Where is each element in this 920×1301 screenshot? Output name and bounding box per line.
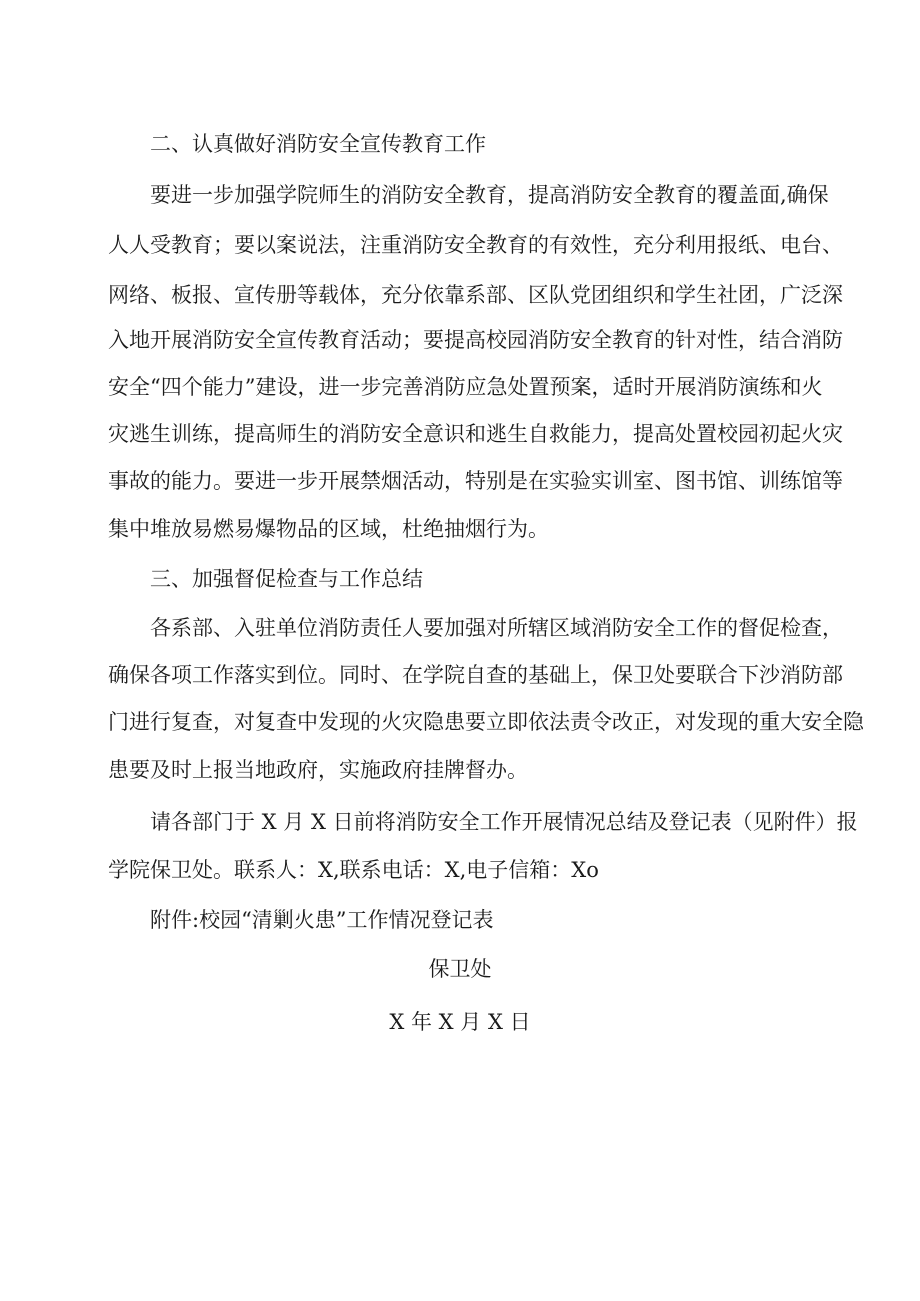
date: X 年 X 月 X 日 (389, 1010, 531, 1034)
section-3-heading: 三、加强督促检查与工作总结 (150, 567, 423, 591)
paragraph-line: 事故的能力。要进一步开展禁烟活动，特别是在实验实训室、图书馆、训练馆等 (108, 469, 843, 493)
paragraph-line: 入地开展消防安全宣传教育活动；要提高校园消防安全教育的针对性，结合消防 (108, 328, 843, 352)
paragraph-line: 门进行复查，对复查中发现的火灾隐患要立即依法责令改正，对发现的重大安全隐 (108, 710, 864, 734)
notice-line: 请各部门于 X 月 X 日前将消防安全工作开展情况总结及登记表（见附件）报 (150, 810, 858, 834)
notice-line: 学院保卫处。联系人：X,联系电话：X,电子信箱：Xo (108, 858, 599, 882)
section-2-heading: 二、认真做好消防安全宣传教育工作 (150, 132, 486, 156)
paragraph-line: 安全“四个能力”建设，进一步完善消防应急处置预案，适时开展消防演练和火 (108, 375, 823, 399)
paragraph-line: 网络、板报、宣传册等载体，充分依靠系部、区队党团组织和学生社团，广泛深 (108, 283, 843, 307)
paragraph-line: 人人受教育；要以案说法，注重消防安全教育的有效性，充分利用报纸、电台、 (108, 233, 843, 257)
attachment-line: 附件:校园“清剿火患”工作情况登记表 (150, 908, 494, 932)
paragraph-line: 灾逃生训练，提高师生的消防安全意识和逃生自救能力，提高处置校园初起火灾 (108, 422, 843, 446)
paragraph-line: 各系部、入驻单位消防责任人要加强对所辖区域消防安全工作的督促检查， (150, 616, 843, 640)
signature: 保卫处 (428, 957, 492, 981)
paragraph-line: 集中堆放易燃易爆物品的区域，杜绝抽烟行为。 (108, 517, 549, 541)
paragraph-line: 要进一步加强学院师生的消防安全教育，提高消防安全教育的覆盖面,确保 (150, 183, 829, 207)
paragraph-line: 确保各项工作落实到位。同时、在学院自查的基础上，保卫处要联合下沙消防部 (108, 663, 843, 687)
paragraph-line: 患要及时上报当地政府，实施政府挂牌督办。 (108, 758, 528, 782)
